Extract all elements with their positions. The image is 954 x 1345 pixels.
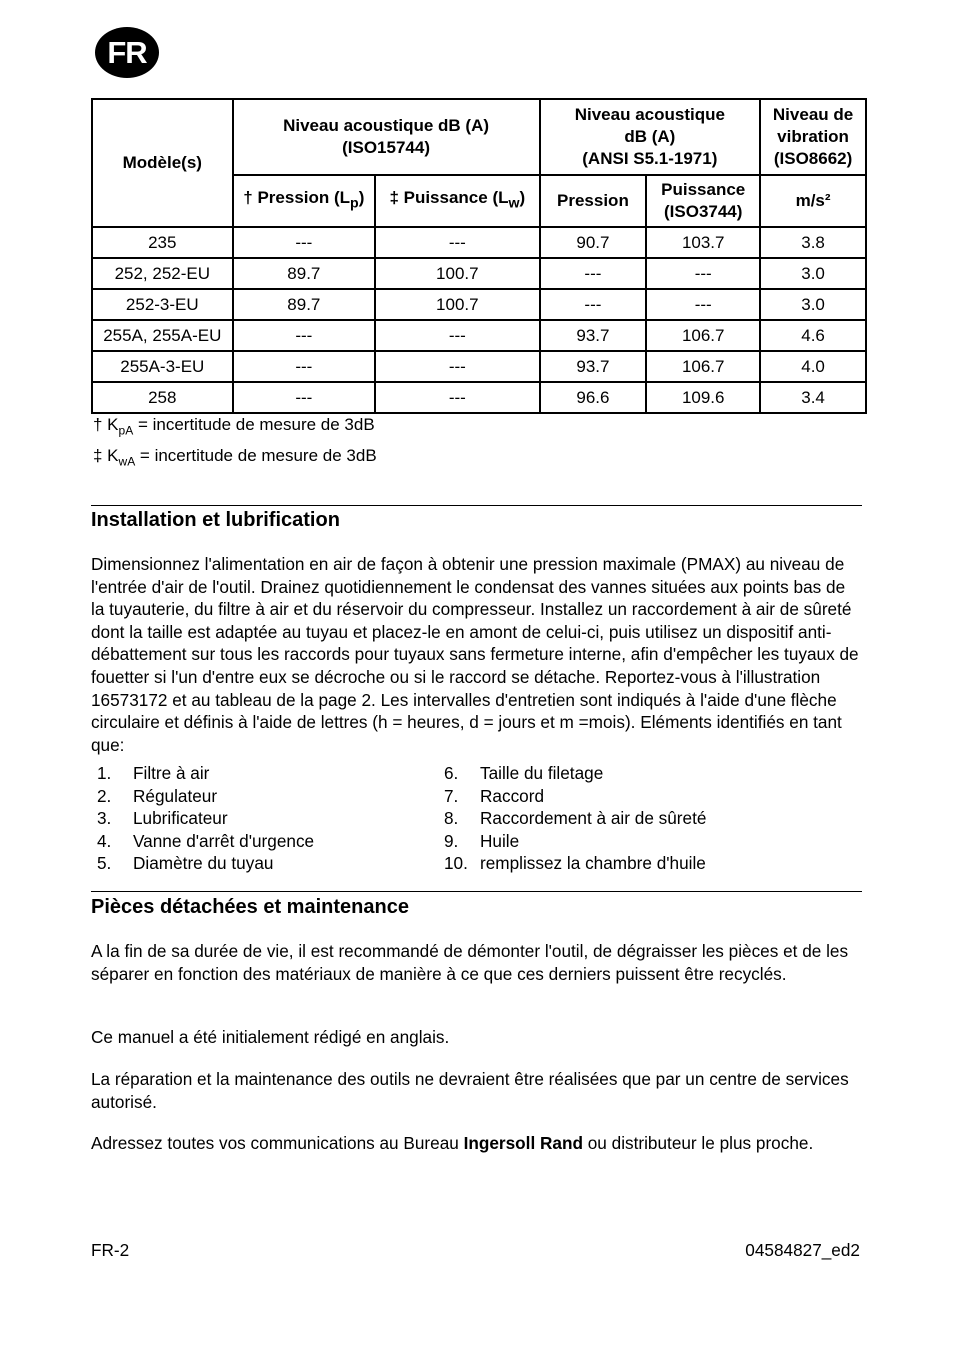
footnote-kwa: ‡ $K_{wA}$ = incertitude de mesure de 3dB	[93, 446, 377, 469]
cell-puissance-lw: 100.7	[375, 289, 539, 320]
cell-model: 235	[92, 227, 233, 258]
table-row	[92, 227, 866, 258]
maintenance-paragraph-recycling: A la fin de sa durée de vie, il est recommandé de démonter l'outil, de dégraisser les pièces et de les séparer en fonction des matériaux de manière à ce que ces derniers puissent être recyclés.	[91, 941, 849, 984]
cell-puissance-lw: 100.7	[375, 258, 539, 289]
table-footnotes	[93, 412, 377, 475]
maintenance-paragraph-service: La réparation et la maintenance des outils ne devraient être réalisées que par un centre de services autorisé.	[91, 1069, 849, 1112]
installation-heading: Installation et lubrification	[91, 509, 340, 531]
cell-puissance: 109.6	[646, 382, 760, 413]
header-unit: m/s²	[760, 175, 866, 227]
cell-pression: 96.6	[540, 382, 647, 413]
cell-model: 252, 252-EU	[92, 258, 233, 289]
table-row	[92, 320, 866, 351]
cell-puissance-lw: ---	[375, 227, 539, 258]
list-item: 7. Raccord	[444, 785, 544, 806]
table-row	[92, 382, 866, 413]
list-item: 1. Filtre à air	[97, 763, 210, 783]
cell-puissance: ---	[646, 258, 760, 289]
cell-pression-lp: ---	[233, 382, 376, 413]
maintenance-heading: Pièces détachées et maintenance	[91, 896, 409, 918]
cell-vibration: 4.6	[760, 320, 866, 351]
cell-pression-lp: ---	[233, 227, 376, 258]
table-row	[92, 351, 866, 382]
cell-puissance-lw: ---	[375, 382, 539, 413]
cell-pression: 93.7	[540, 320, 647, 351]
cell-vibration: 3.8	[760, 227, 866, 258]
cell-pression: ---	[540, 289, 647, 320]
header-acoustic-ansi: Niveau acoustique dB (A) (ANSI S5.1-1971)	[540, 99, 761, 175]
list-item: 9. Huile	[444, 830, 520, 851]
cell-puissance: ---	[646, 289, 760, 320]
cell-vibration: 3.4	[760, 382, 866, 413]
header-pression-lp: † Pression $(L_p)$	[233, 175, 376, 227]
header-puissance-iso: Puissance (ISO3744)	[646, 175, 760, 227]
cell-puissance: 106.7	[646, 320, 760, 351]
header-puissance-lw: ‡ Puissance $(L_w)$	[375, 175, 539, 227]
list-item: 8. Raccordement à air de sûreté	[444, 808, 707, 829]
installation-body: Dimensionnez l'alimentation en air de façon à obtenir une pression maximale (PMAX) au niveau de l'entrée d'air de l'outil. Drainez quotidiennement le condensat des vannes situées aux points bas de la tuyauterie, du filtre à air et du réservoir du compresseur. Installez un raccordement à air de sûreté dont la taille est adaptée au tuyau et placez-le en amont de celui-ci, puis utilisez un dispositif anti-débattement sur tous les raccords pour tuyaux sans fermeture interne, afin d'empêcher les tuyaux de fouetter si l'un d'entre eux se décroche ou si le raccord se détache. Reportez-vous à l'illustration 16573172 et au tableau de la page 2. Les intervalles d'entretien sont indiqués à l'aide d'une flèche circulaire et définis à l'aide de lettres (h = heures, d = jours et m =mois). Eléments identifiés en tant que:	[91, 554, 859, 755]
list-item: 2. Régulateur	[97, 785, 218, 806]
header-model: Modèle(s)	[92, 99, 233, 227]
list-item: 5. Diamètre du tuyau	[97, 853, 274, 874]
cell-pression-lp: 89.7	[233, 258, 376, 289]
cell-model: 252-3-EU	[92, 289, 233, 320]
cell-pression: ---	[540, 258, 647, 289]
cell-vibration: 3.0	[760, 258, 866, 289]
table-row	[92, 289, 866, 320]
cell-model: 255A-3-EU	[92, 351, 233, 382]
header-vibration: Niveau de vibration (ISO8662)	[760, 99, 866, 175]
cell-puissance: 106.7	[646, 351, 760, 382]
maintenance-paragraph-language: Ce manuel a été initialement rédigé en anglais.	[91, 1027, 450, 1047]
section-divider	[91, 891, 862, 892]
cell-pression: 93.7	[540, 351, 647, 382]
cell-pression-lp: 89.7	[233, 289, 376, 320]
table-row	[92, 258, 866, 289]
header-pression: Pression	[540, 175, 647, 227]
list-item: 6. Taille du filetage	[444, 763, 604, 783]
cell-pression-lp: ---	[233, 320, 376, 351]
cell-model: 258	[92, 382, 233, 413]
page-number: FR-2	[91, 1240, 130, 1260]
header-acoustic-iso: Niveau acoustique dB (A) (ISO15744)	[233, 99, 540, 175]
cell-puissance-lw: ---	[375, 351, 539, 382]
cell-pression: 90.7	[540, 227, 647, 258]
maintenance-paragraph-contact: Adressez toutes vos communications au Bureau Ingersoll Rand ou distributeur le plus proche.	[91, 1133, 814, 1153]
section-divider	[91, 505, 862, 506]
footnote-kpa: † $K_{pA}$ = incertitude de mesure de 3dB	[93, 415, 375, 438]
cell-vibration: 3.0	[760, 289, 866, 320]
list-item: 10. remplissez la chambre d'huile	[444, 853, 706, 874]
cell-puissance: 103.7	[646, 227, 760, 258]
document-id: 04584827_ed2	[745, 1240, 860, 1260]
cell-pression-lp: ---	[233, 351, 376, 382]
list-item: 3. Lubrificateur	[97, 808, 228, 829]
cell-model: 255A, 255A-EU	[92, 320, 233, 351]
language-badge: FR	[95, 27, 159, 78]
cell-puissance-lw: ---	[375, 320, 539, 351]
list-item: 4. Vanne d'arrêt d'urgence	[97, 830, 315, 851]
cell-vibration: 4.0	[760, 351, 866, 382]
brand-name: Ingersoll Rand	[463, 1133, 583, 1153]
specs-table	[91, 98, 867, 414]
